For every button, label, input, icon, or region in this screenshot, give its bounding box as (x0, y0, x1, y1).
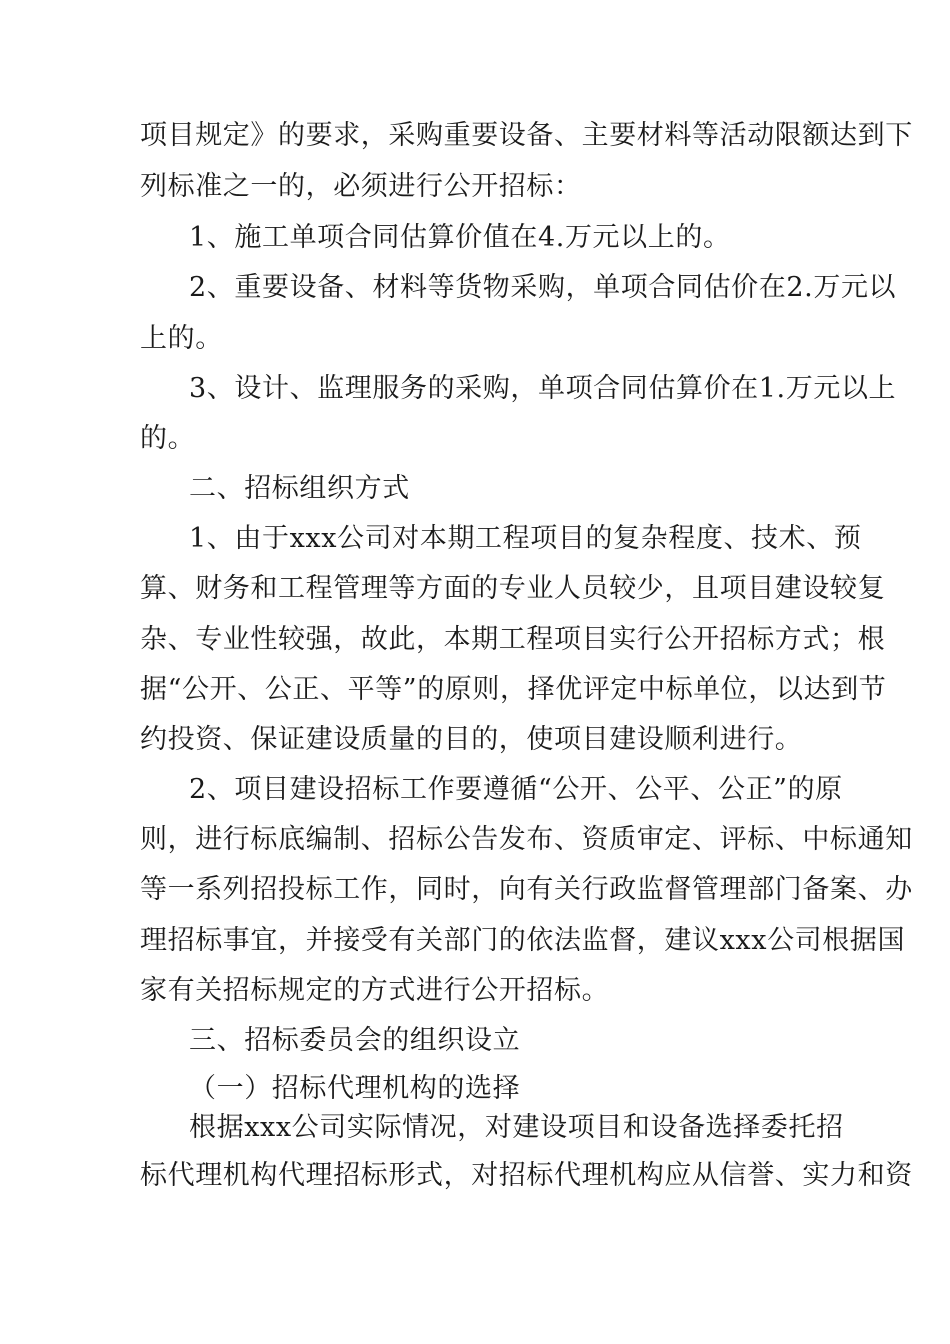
body-line: 根据xxx公司实际情况，对建设项目和设备选择委托招 (189, 1112, 844, 1143)
section-heading: 二、招标组织方式 (189, 473, 410, 504)
body-line: 的。 (140, 423, 196, 454)
subsection-heading: （一）招标代理机构的选择 (189, 1073, 521, 1104)
body-line: 等一系列招投标工作，同时，向有关行政监督管理部门备案、办 (140, 874, 913, 905)
body-line: 上的。 (140, 323, 223, 354)
body-line: 列标准之一的，必须进行公开招标： (140, 171, 582, 202)
section-heading: 三、招标委员会的组织设立 (189, 1025, 521, 1056)
body-line: 据“公开、公正、平等”的原则，择优评定中标单位，以达到节 (140, 674, 887, 705)
body-line: 则，进行标底编制、招标公告发布、资质审定、评标、中标通知 (140, 824, 913, 855)
body-line: 项目规定》的要求，采购重要设备、主要材料等活动限额达到下 (140, 120, 913, 151)
list-item-line: 1、施工单项合同估算价值在4.万元以上的。 (189, 222, 731, 253)
list-item-line: 2、重要设备、材料等货物采购，单项合同估价在2.万元以 (189, 272, 897, 303)
body-line: 家有关招标规定的方式进行公开招标。 (140, 975, 610, 1006)
body-line: 标代理机构代理招标形式，对招标代理机构应从信誉、实力和资 (140, 1160, 913, 1191)
list-item-line: 1、由于xxx公司对本期工程项目的复杂程度、技术、预 (189, 523, 862, 554)
body-line: 算、财务和工程管理等方面的专业人员较少，且项目建设较复 (140, 573, 886, 604)
list-item-line: 2、项目建设招标工作要遵循“公开、公平、公正”的原 (189, 774, 843, 805)
body-line: 约投资、保证建设质量的目的，使项目建设顺利进行。 (140, 724, 803, 755)
body-line: 理招标事宜，并接受有关部门的依法监督，建议xxx公司根据国 (140, 925, 906, 956)
body-line: 杂、专业性较强，故此，本期工程项目实行公开招标方式；根 (140, 624, 886, 655)
list-item-line: 3、设计、监理服务的采购，单项合同估算价在1.万元以上 (189, 373, 897, 404)
